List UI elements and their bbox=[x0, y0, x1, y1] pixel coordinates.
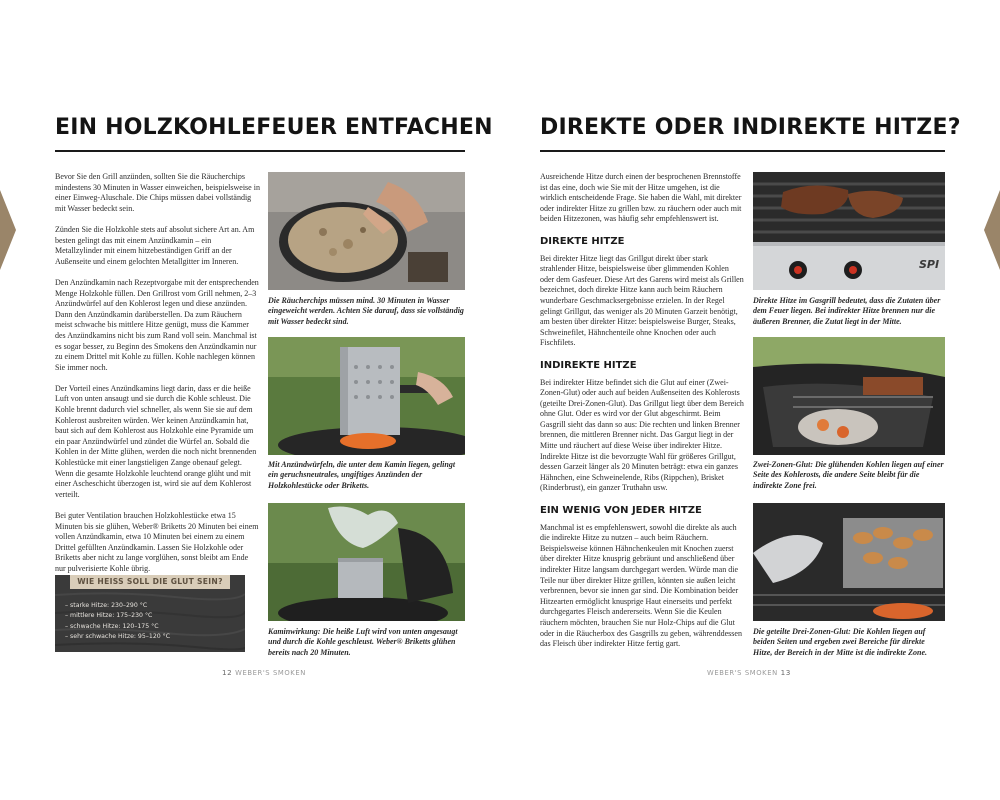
photo-kettle-chimney bbox=[268, 503, 465, 621]
section-heading-indirect: INDIREKTE HITZE bbox=[540, 359, 637, 371]
left-paragraph-2: Zünden Sie die Holzkohle stets auf absolut sichere Art an. Am besten gelingt das mit einem Anzündkamin – ein Metallzylinder mit einem hitzebeständigen Griff an der Außenseite und einem gelochten Metallgitter im Inneren. bbox=[55, 224, 255, 266]
right-intro: Ausreichende Hitze durch einen der besprochenen Brennstoffe ist das eine, doch wie Sie mit der Hitze umgehen, ist die wirklich entscheidende Frage. Sie haben die Wahl, mit direkter oder indirekter Hitze zu grillen bzw. zu räuchern oder auch mit beiden Hitzezonen, was häufig sehr empfehlenswert ist. bbox=[540, 172, 742, 224]
left-folio-label: WEBER'S SMOKEN bbox=[235, 669, 306, 677]
section-heading-both: EIN WENIG VON JEDER HITZE bbox=[540, 504, 702, 516]
heat-level-list bbox=[65, 601, 170, 643]
right-caption-3: Die geteilte Drei-Zonen-Glut: Die Kohlen liegen auf beiden Seiten und ergeben zwei Bereiche für direkte Hitze, der Bereich in der Mitte ist die indirekte Zone. bbox=[753, 627, 927, 657]
right-page-number: 13 bbox=[780, 668, 791, 677]
left-caption-1: Die Räucherchips müssen mind. 30 Minuten in Wasser eingeweicht werden. Achten Sie darauf, dass sie vollständig mit Wasser bedeckt sind. bbox=[268, 296, 464, 326]
left-title-rule bbox=[55, 150, 465, 152]
photo-chimney-starter bbox=[268, 337, 465, 455]
heat-level-item: – sehr schwache Hitze: 95–120 °C bbox=[65, 633, 171, 641]
left-paragraph-3: Den Anzündkamin nach Rezeptvorgabe mit der entsprechenden Menge Holzkohle füllen. Den Grillrost vom Grill nehmen, 2–3 Anzündwürfel auf den Kohlerost legen und diese anzünden. Dann den Anzündkamin darüberstellen. Da zum Räuchern meist schwache bis mittlere Hitze genügt, muss die Kammer des Anzündkamins nicht bis zum Rand voll sein. Manchmal ist es sogar besser, zu Beginn des Smokens den Anzündkamin nur zu einem Drittel mit Kohle zu füllen. Kohle nachlegen können Sie immer noch. bbox=[55, 277, 259, 372]
heat-level-item: – starke Hitze: 230–290 °C bbox=[65, 602, 148, 609]
right-caption-1: Direkte Hitze im Gasgrill bedeutet, dass die Zutaten über dem Feuer liegen. Bei indirekter Hitze brennen nur die äußeren Brenner, die Zutat liegt in der Mitte. bbox=[753, 296, 941, 326]
left-caption-3: Kaminwirkung: Die heiße Luft wird von unten angesaugt und durch die Kohle geschleust. Weber® Briketts glühen bereits nach 20 Minuten. bbox=[268, 627, 458, 657]
section-text-direct: Bei direkter Hitze liegt das Grillgut direkt über stark strahlender Hitze, beispielsweise über glimmenden Kohlen oder dem Gasfeuer. Diese Art des Garens wird meist als Grillen bezeichnet, doch direkte Hitze kann auch beim Räuchern wunderbare Geschmacksergebnisse erzielen. In der Regel gelingt Grillgut, das weniger als 20 Minuten Garzeit benötigt, am besten über direkter Hitze: beispielsweise Burger, Steaks, Schweinefilet, Hähnchenteile ohne Knochen oder auch Fischfilets. bbox=[540, 253, 744, 348]
right-folio bbox=[707, 668, 791, 677]
right-body-column bbox=[540, 172, 745, 660]
photo-three-zone-fire bbox=[753, 503, 945, 621]
left-caption-2: Mit Anzündwürfeln, die unter dem Kamin liegen, gelingt ein geruchsneutrales, ungiftiges Anzünden der Holzkohlestücke oder Briketts. bbox=[268, 460, 456, 490]
left-paragraph-4: Der Vorteil eines Anzündkamins liegt darin, dass er die heiße Luft von unten ansaugt und sie durch die Kohle schleust. Die Kohle brennt dadurch viel schneller, als wenn Sie sie auf dem Kohlerost ausbreiten würden. Wer keinen Anzündkamin hat, baut sich auf dem Kohlerost aus Holzkohle eine Pyramide um ein paar Anzündwürfel und zündet die Würfel an. Sobald die Kohlen in der Mitte glühen, werden die noch nicht brennenden Kohlestücke mit einer langstieligen Zange obenauf gelegt. Wenn die gesamte Holzkohle leuchtend orange glüht und mit einer Ascheschicht überzogen ist, wird sie auf dem Kohlerost verteilt. bbox=[55, 383, 257, 499]
photo-two-zone-fire bbox=[753, 337, 945, 455]
left-folio bbox=[222, 668, 306, 677]
left-page-title: EIN HOLZKOHLEFEUER ENTFACHEN bbox=[55, 115, 493, 140]
section-text-indirect: Bei indirekter Hitze befindet sich die Glut auf einer (Zwei-Zonen-Glut) oder auch auf beiden Außenseiten des Kohlerosts (geteilte Drei-Zonen-Glut). Das Grillgut liegt über dem Bereich ohne Glut. Oder es wird vor der Glut abgeschirmt. Beim Gasgrill sieht das dann so aus: Die rechten und linken Brenner brennen, die mittleren Brenner nicht. Das Gargut liegt in der Mitte und räuchert auf diese Weise über indirekter Hitze. Indirekte Hitze ist die bevorzugte Wahl für größeres Grillgut, dessen Garzeit länger als 20 Minuten beträgt: etwa ein ganzes Hähnchen, eine Schweinelende, Ribs (Rippchen), Brisket (Rinderbrust), ein ganzer Truthahn usw. bbox=[540, 377, 744, 493]
heat-level-item: – schwache Hitze: 120–175 °C bbox=[65, 622, 159, 630]
grill-brand-fragment: SPI bbox=[919, 258, 940, 271]
section-heading-direct: DIREKTE HITZE bbox=[540, 235, 625, 247]
right-page bbox=[500, 0, 1000, 800]
right-caption-2: Zwei-Zonen-Glut: Die glühenden Kohlen liegen auf einer Seite des Kohlerosts, die andere Seite bleibt für die indirekte Zone frei. bbox=[753, 460, 944, 490]
right-page-title: DIREKTE ODER INDIREKTE HITZE? bbox=[540, 115, 961, 140]
section-text-both: Manchmal ist es empfehlenswert, sowohl die direkte als auch die indirekte Hitze zu nutzen – auch beim Räuchern. Beispielsweise können Hähnchenkeulen mit Knochen zuerst über direkter Hitze knusprig gebräunt und anschließend über indirekter Hitze langsam durchgegart werden. Würde man die Teile nur über direkter Hitze grillen, könnten sie außen leicht verbrennen, bevor sie innen gar sind. Die Kombination beider Hitzearten ermöglicht knusprige Haut einerseits und perfekt durchgegartes Fleisch andererseits. Wenn Sie die Keulen räuchern möchten, brauchen Sie nur Holz-Chips auf die Glut oder in die Räucherbox des Gasgrills zu geben, währenddessen das Fleisch über indirekter Hitze fertig gart. bbox=[540, 522, 742, 649]
left-paragraph-1: Bevor Sie den Grill anzünden, sollten Sie die Räucherchips mindestens 30 Minuten in Wasser einweichen, beispielsweise in einer Einweg-Aluschale. Die Chips müssen dabei vollständig mit Wasser bedeckt sein. bbox=[55, 172, 260, 213]
right-folio-label: WEBER'S SMOKEN bbox=[707, 669, 778, 677]
left-page-number: 12 bbox=[222, 668, 233, 677]
photo-gas-grill-steaks bbox=[753, 172, 945, 290]
photo-wood-chips bbox=[268, 172, 465, 290]
right-title-rule bbox=[540, 150, 945, 152]
heat-box-title: WIE HEISS SOLL DIE GLUT SEIN? bbox=[70, 575, 230, 589]
left-body-column bbox=[55, 172, 260, 585]
heat-level-item: – mittlere Hitze: 175–230 °C bbox=[65, 612, 153, 620]
heat-level-box bbox=[55, 575, 245, 652]
left-paragraph-5: Bei guter Ventilation brauchen Holzkohlestücke etwa 15 Minuten bis sie glühen, Weber® Briketts 20 Minuten bei einem vollen Anzündkamin, etwa 10 Minuten bei einem zu einem Drittel gefüllten Anzündkamin. Lassen Sie Holzkohle oder Briketts aber nicht zu lange vorglühen, sonst bleibt am Ende nur pulverisierte Kohle übrig. bbox=[55, 511, 259, 573]
